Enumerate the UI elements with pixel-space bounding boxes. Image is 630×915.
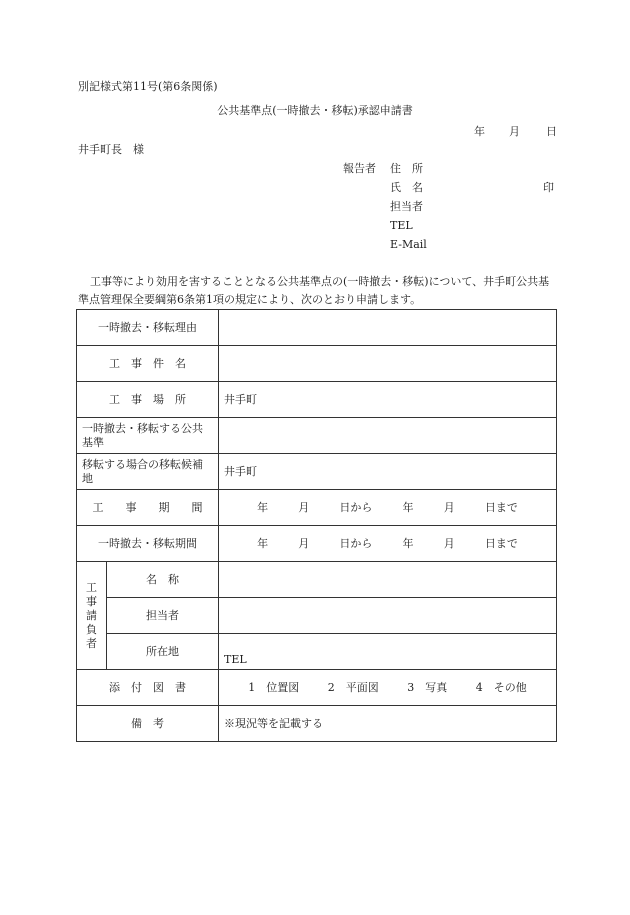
reporter-contact-label: 担当者 — [390, 200, 423, 213]
reporter-tel-label: TEL — [390, 219, 413, 232]
contractor-name-label: 名 称 — [107, 562, 219, 598]
row-work-site — [77, 382, 557, 418]
application-table — [76, 309, 557, 742]
row-removal-period — [77, 526, 557, 562]
reporter-name-label: 氏 名 — [390, 181, 423, 194]
period-part: 日まで — [484, 536, 518, 550]
row-remarks — [77, 706, 557, 742]
attachment-item: 2 平面図 — [327, 680, 379, 694]
contractor-contact-field[interactable] — [219, 598, 557, 634]
contractor-label: 工事請負者 — [77, 562, 107, 670]
remarks-label: 備 考 — [77, 706, 219, 742]
period-part: 年 — [402, 500, 414, 514]
row-contractor-name — [77, 562, 557, 598]
row-reason — [77, 310, 557, 346]
target-point-label: 一時撤去・移転する公共基準 — [77, 418, 219, 454]
attachment-item: 3 写真 — [407, 680, 448, 694]
row-contractor-address — [77, 634, 557, 670]
work-name-field[interactable] — [219, 346, 557, 382]
contractor-address-field[interactable]: TEL — [219, 634, 557, 670]
removal-period-field[interactable] — [219, 526, 557, 562]
row-contractor-contact — [77, 598, 557, 634]
reason-field[interactable] — [219, 310, 557, 346]
reason-label: 一時撤去・移転理由 — [77, 310, 219, 346]
date-year: 年 — [474, 125, 485, 138]
row-target-point — [77, 418, 557, 454]
target-point-field[interactable] — [219, 418, 557, 454]
work-name-label: 工 事 件 名 — [77, 346, 219, 382]
attachment-item: 1 位置図 — [248, 680, 300, 694]
period-part: 月 — [443, 536, 455, 550]
contractor-name-field[interactable] — [219, 562, 557, 598]
reporter-label: 報告者 — [343, 162, 376, 175]
work-period-label: 工 事 期 間 — [77, 490, 219, 526]
addressee: 井手町長 様 — [78, 143, 144, 156]
period-part: 日から — [339, 500, 373, 514]
period-part: 年 — [257, 500, 269, 514]
reporter-address-label: 住 所 — [390, 162, 423, 175]
contractor-contact-label: 担当者 — [107, 598, 219, 634]
row-candidate — [77, 454, 557, 490]
removal-period-label: 一時撤去・移転期間 — [77, 526, 219, 562]
date-month: 月 — [509, 125, 520, 138]
remarks-field[interactable]: ※現況等を記載する — [219, 706, 557, 742]
candidate-field[interactable]: 井手町 — [219, 454, 557, 490]
period-part: 月 — [298, 536, 310, 550]
contractor-address-label: 所在地 — [107, 634, 219, 670]
intro-text: 工事等により効用を害することとなる公共基準点の(一時撤去・移転)について、井手町公共基準点管理保全要綱第6条第1項の規定により、次のとおり申請します。 — [78, 275, 550, 306]
attachments-field[interactable] — [219, 670, 557, 706]
seal-mark: 印 — [543, 181, 554, 194]
attachments-label: 添 付 図 書 — [77, 670, 219, 706]
candidate-label: 移転する場合の移転候補地 — [77, 454, 219, 490]
row-work-name — [77, 346, 557, 382]
reporter-email-label: E-Mail — [390, 238, 427, 251]
form-id: 別記様式第11号(第6条関係) — [78, 80, 218, 93]
period-part: 年 — [402, 536, 414, 550]
date-day: 日 — [546, 125, 557, 138]
row-work-period — [77, 490, 557, 526]
row-attachments — [77, 670, 557, 706]
attachment-item: 4 その他 — [475, 680, 527, 694]
form-title: 公共基準点(一時撤去・移転)承認申請書 — [217, 104, 413, 117]
period-part: 日から — [339, 536, 373, 550]
work-site-field[interactable]: 井手町 — [219, 382, 557, 418]
work-site-label: 工 事 場 所 — [77, 382, 219, 418]
period-part: 月 — [443, 500, 455, 514]
date-line — [474, 125, 557, 139]
work-period-field[interactable] — [219, 490, 557, 526]
period-part: 月 — [298, 500, 310, 514]
period-part: 日まで — [484, 500, 518, 514]
period-part: 年 — [257, 536, 269, 550]
